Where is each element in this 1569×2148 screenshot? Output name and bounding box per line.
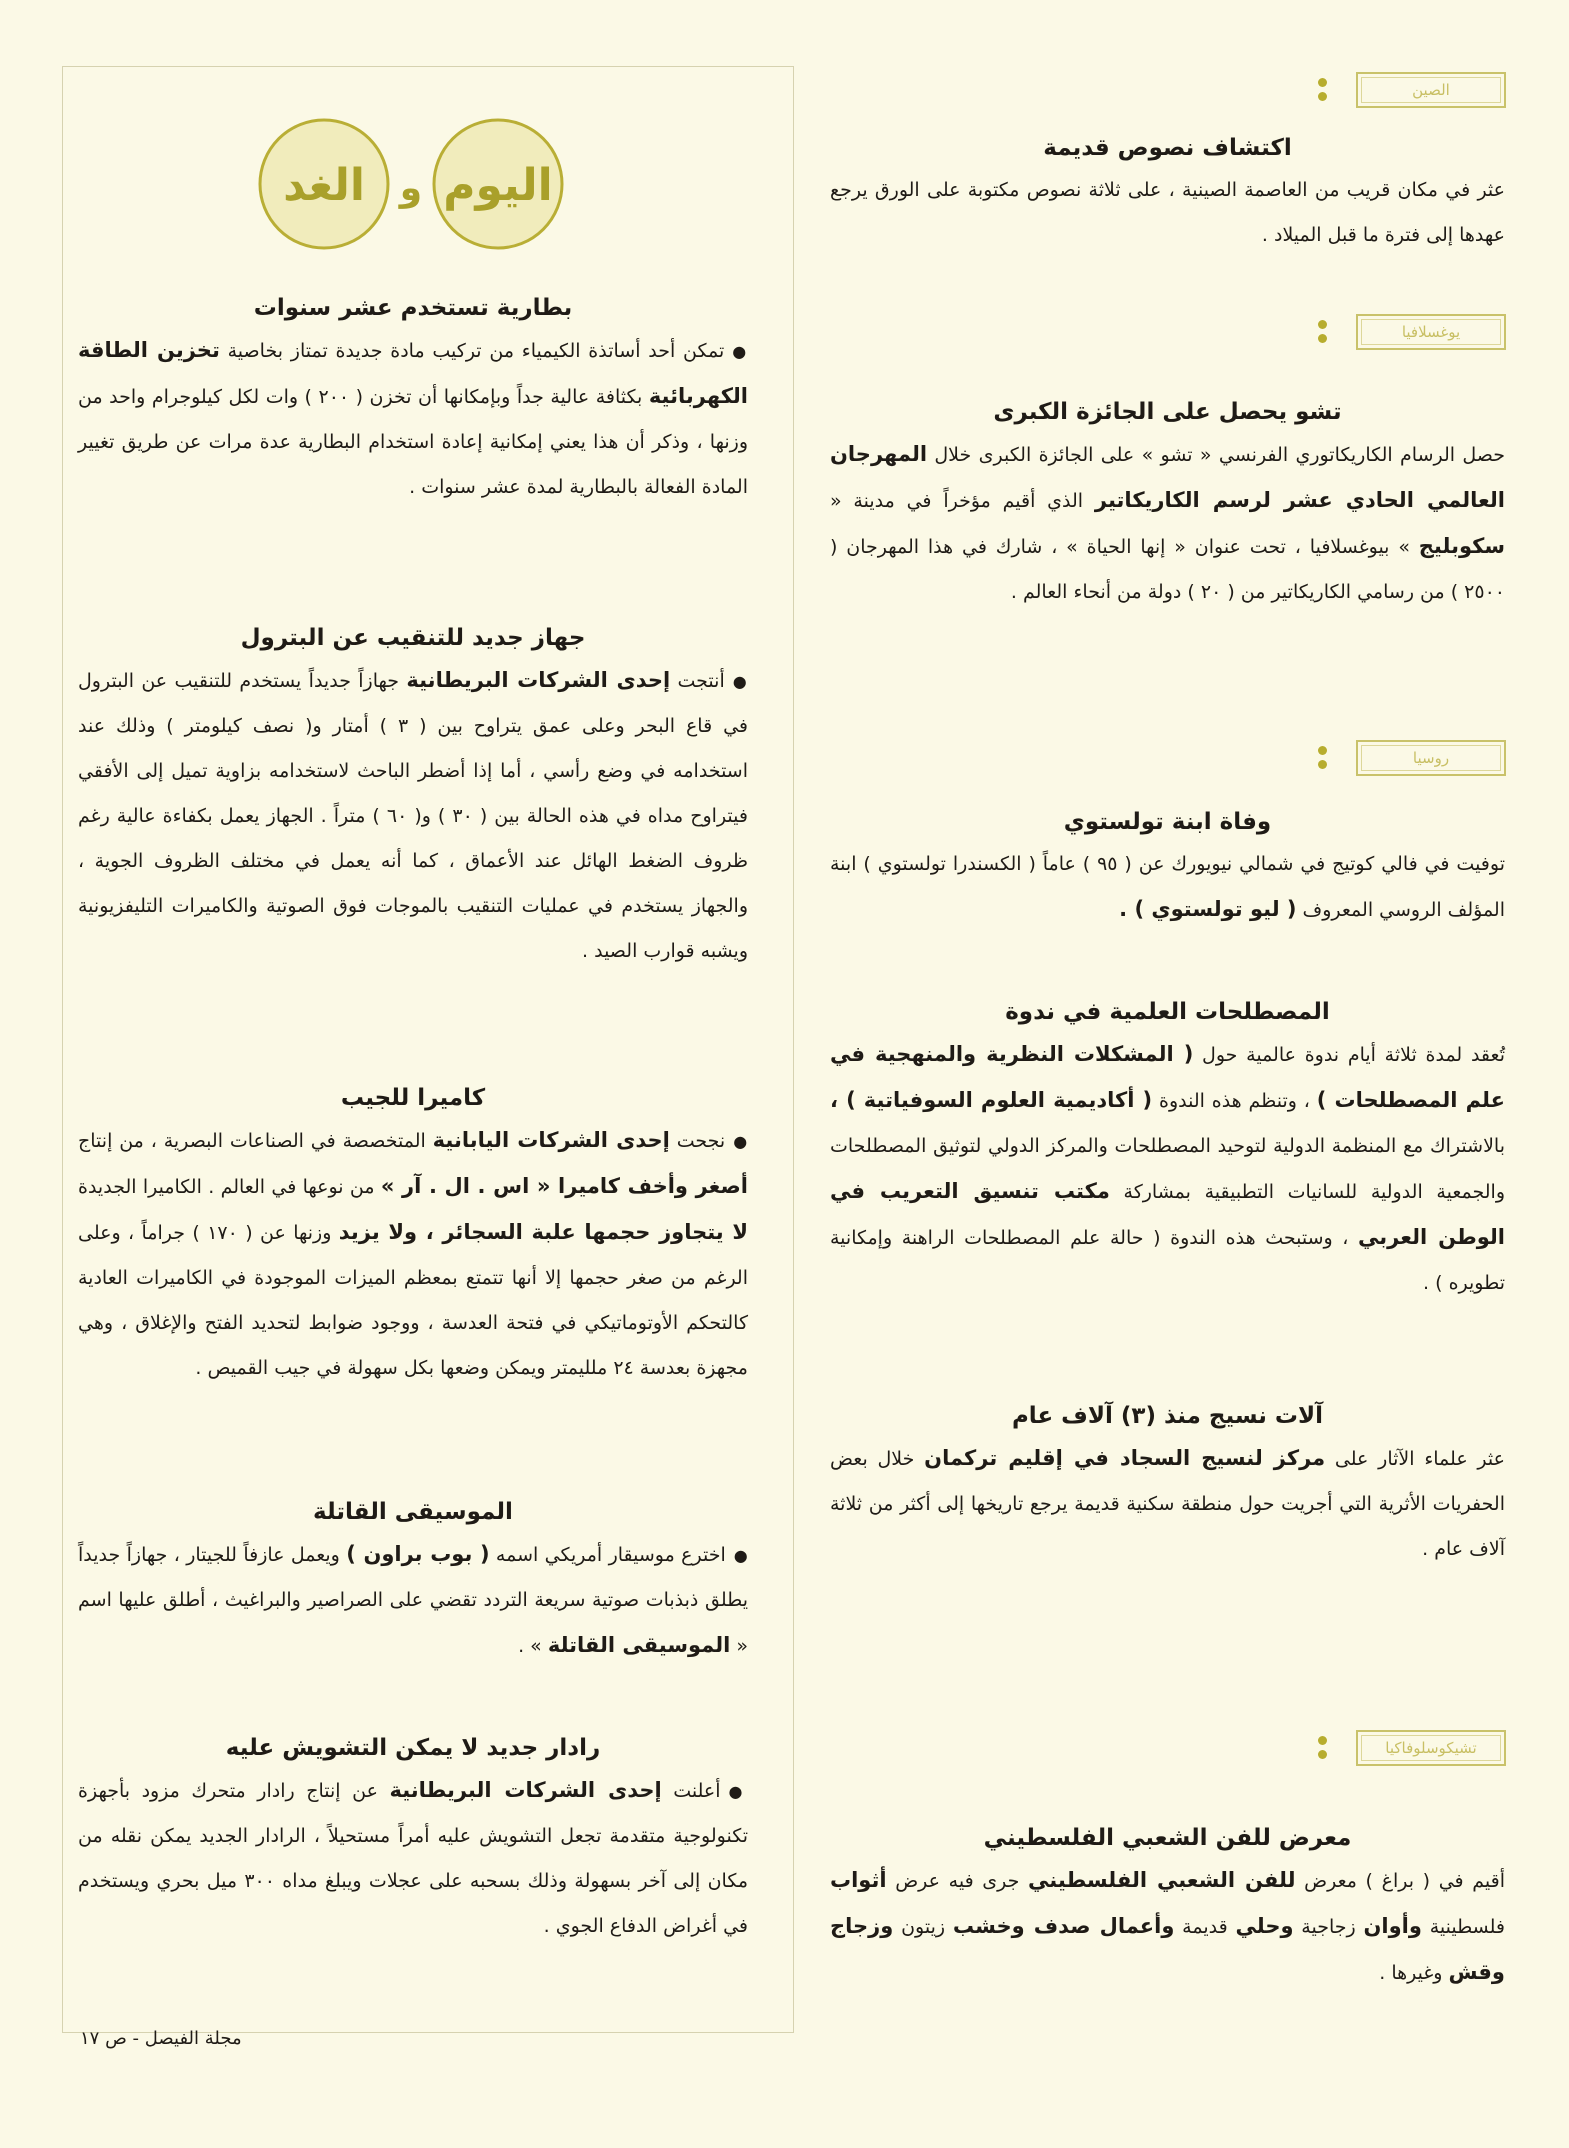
article-body: أقيم في ( براغ ) معرض للفن الشعبي الفلسطيني جرى فيه عرض أثواب فلسطينية وأوان زجاجية وحلي قديمة وأعمال صدف وخشب زيتون وزجاج وقش وغيرها . <box>830 1868 1506 1984</box>
article-body: ● تمكن أحد أساتذة الكيمياء من تركيب مادة جديدة تمتاز بخاصية تخزين الطاقة الكهربائية بكثافة عالية جداً وبإمكانها أن تخزن ( ٢٠٠ ) وات لكل كيلوجرام واحد من وزنها ، وذكر أن هذا يعني إمكانية إعادة استخدام البطارية عدة مرات عن طريق تغيير المادة الفعالة بالبطارية لمدة عشر سنوات . <box>78 328 748 510</box>
article-chaud-prize <box>830 392 1505 615</box>
article-body: توفيت في فالي كوتيج في شمالي نيويورك عن ( ٩٥ ) عاماً ( الكسندرا تولستوي ) ابنة المؤلف الروسي المعروف ( ليو تولستوي ) . <box>830 853 1505 921</box>
article-title: آلات نسيج منذ (٣) آلاف عام <box>1011 1403 1324 1429</box>
logo-word-tomorrow: الغد <box>283 160 365 211</box>
article-title: المصطلحات العلمية في ندوة <box>1005 999 1330 1025</box>
article-palestinian-folk-art <box>830 1818 1505 1996</box>
article-jam-proof-radar <box>78 1728 748 1949</box>
bullet-dots-icon <box>1316 1736 1330 1762</box>
al-yawm-wal-ghad-logo <box>246 114 576 254</box>
article-body: حصل الرسام الكاريكاتوري الفرنسي « تشو » على الجائزة الكبرى خلال المهرجان العالمي الحادي عشر لرسم الكاريكاتير الذي أقيم مؤخراً في مدينة « سكوبليج » بيوغسلافيا ، تحت عنوان « إنها الحياة » ، شارك في هذا المهرجان ( ٢٥٠٠ ) من رسامي الكاريكاتير من ( ٢٠ ) دولة من أنحاء العالم . <box>830 442 1505 603</box>
article-title: اكتشاف نصوص قديمة <box>1043 135 1292 161</box>
article-tolstoy-daughter <box>830 802 1505 933</box>
section-tag-russia: روسيا <box>1316 740 1506 778</box>
page-footer: مجلة الفيصل - ص ١٧ <box>80 2028 242 2049</box>
article-title: بطارية تستخدم عشر سنوات <box>253 295 573 321</box>
article-body: تُعقد لمدة ثلاثة أيام ندوة عالمية حول ( المشكلات النظرية والمنهجية في علم المصطلحات ) ، وتنظم هذه الندوة ( أكاديمية العلوم السوفياتية ) ، بالاشتراك مع المنظمة الدولية لتوحيد المصطلحات والمركز الدولي لتوثيق المصطلحات والجمعية الدولية للسانيات التطبيقية بمشاركة مكتب تنسيق التعريب في الوطن العربي ، وستبحث هذه الندوة ( حالة علم المصطلحات الراهنة وإمكانية تطويره ) . <box>830 1042 1505 1294</box>
bullet-dots-icon <box>1316 78 1330 104</box>
article-terminology-symposium <box>830 992 1505 1306</box>
logo-connector: و <box>399 168 423 209</box>
article-title: جهاز جديد للتنقيب عن البترول <box>240 625 586 651</box>
article-ten-year-battery <box>78 288 748 510</box>
section-tag-china: الصين <box>1316 72 1506 110</box>
article-weaving-machines <box>830 1396 1505 1572</box>
article-killer-music <box>78 1492 748 1669</box>
article-body: عثر في مكان قريب من العاصمة الصينية ، على ثلاثة نصوص مكتوبة على الورق يرجع عهدها إلى فترة ما قبل الميلاد . <box>830 179 1505 246</box>
section-tag-yugoslavia: يوغسلافيا <box>1316 314 1506 352</box>
article-pocket-camera <box>78 1078 748 1391</box>
article-oil-exploration-device <box>78 618 748 974</box>
article-title: وفاة ابنة تولستوي <box>1063 809 1272 835</box>
article-body: عثر علماء الآثار على مركز لنسيج السجاد في إقليم تركمان خلال بعض الحفريات الأثرية التي أجريت حول منطقة سكنية قديمة يرجع تاريخها إلى أكثر من ثلاثة آلاف عام . <box>830 1446 1505 1560</box>
article-title: كاميرا للجيب <box>340 1085 486 1111</box>
bullet-dots-icon <box>1316 320 1330 346</box>
article-title: رادار جديد لا يمكن التشويش عليه <box>225 1735 601 1761</box>
article-ancient-texts <box>830 128 1505 258</box>
bullet-dots-icon <box>1316 746 1330 772</box>
article-title: الموسيقى القاتلة <box>313 1499 513 1525</box>
logo-word-today: اليوم <box>443 160 553 211</box>
article-title: تشو يحصل على الجائزة الكبرى <box>993 399 1342 425</box>
article-body: ● أعلنت إحدى الشركات البريطانية عن إنتاج رادار متحرك مزود بأجهزة تكنولوجية متقدمة تجعل التشويش عليه أمراً مستحيلاً ، الرادار الجديد يمكن نقله من مكان إلى آخر بسهولة وذلك بسحبه على عجلات ويبلغ مداه ٣٠٠ ميل بحري ويستخدم في أغراض الدفاع الجوي . <box>78 1768 748 1949</box>
article-body: ● اخترع موسيقار أمريكي اسمه ( بوب براون ) ويعمل عازفاً للجيتار ، جهازاً جديداً يطلق ذبذبات صوتية سريعة التردد تقضي على الصراصير والبراغيث ، أطلق عليها اسم « الموسيقى القاتلة » . <box>78 1532 748 1669</box>
article-body: ● نجحت إحدى الشركات اليابانية المتخصصة في الصناعات البصرية ، من إنتاج أصغر وأخف كاميرا « اس . ال . آر » من نوعها في العالم . الكاميرا الجديدة لا يتجاوز حجمها علبة السجائر ، ولا يزيد وزنها عن ( ١٧٠ ) جراماً ، وعلى الرغم من صغر حجمها إلا أنها تتمتع بمعظم الميزات الموجودة في الكاميرات العادية كالتحكم الأوتوماتيكي في فتحة العدسة ، ووجود ضوابط لتحديد الفتح والإغلاق ، وهي مجهزة بعدسة ٢٤ ملليمتر ويمكن وضعها بكل سهولة في جيب القميص . <box>78 1118 748 1391</box>
article-title: معرض للفن الشعبي الفلسطيني <box>983 1825 1352 1851</box>
article-body: ● أنتجت إحدى الشركات البريطانية جهازاً جديداً يستخدم للتنقيب عن البترول في قاع البحر وعلى عمق يتراوح بين ( ٣ ) أمتار و( نصف كيلومتر ) وذلك عند استخدامه في وضع رأسي ، أما إذا أضطر الباحث لاستخدامه بزاوية تميل إلى الأفقي فيتراوح مداه في هذه الحالة بين ( ٣٠ ) و( ٦٠ ) متراً . الجهاز يعمل بكفاءة عالية رغم ظروف الضغط الهائل عند الأعماق ، كما أنه يعمل في مختلف الظروف الجوية ، والجهاز يستخدم في عمليات التنقيب بالموجات فوق الصوتية والكاميرات التليفزيونية ويشبه قوارب الصيد . <box>78 658 748 974</box>
section-tag-czechoslovakia: تشيكوسلوفاكيا <box>1316 1730 1506 1768</box>
